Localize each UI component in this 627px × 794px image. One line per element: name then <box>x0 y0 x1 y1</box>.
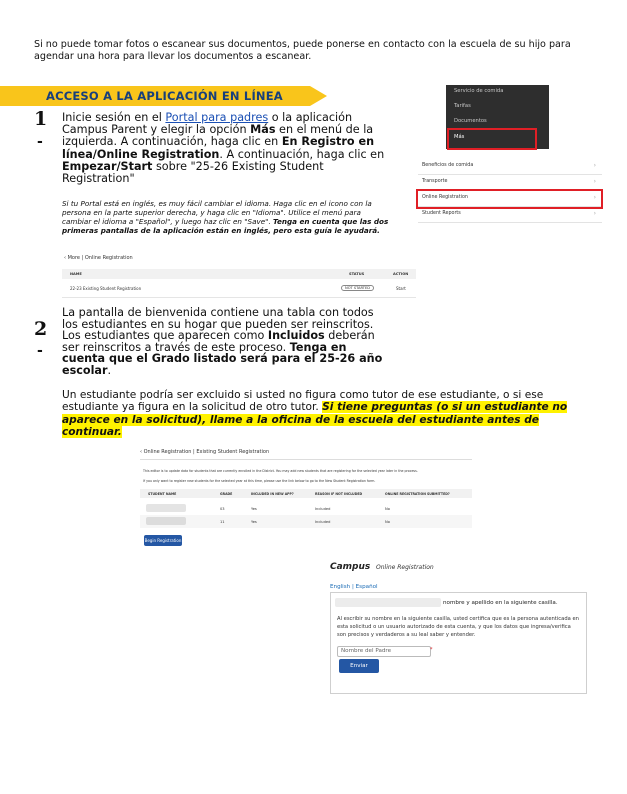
menu-item-meals: Servicio de comida <box>454 88 504 94</box>
banner-title: ACCESO A LA APLICACIÓN EN LÍNEA <box>46 89 283 103</box>
parent-name-input[interactable]: Nombre del Padre <box>337 646 431 657</box>
step-1-text: Inicie sesión en el Portal para padres o la aplicación Campus Parent y elegir la opción Más en el menú de la izquierda. A continuación, haga clic en En Registro en línea/Online Registration. A continuación, haga clic en Empezar/Start sobre "25-26 Existing Student Registration" <box>62 111 385 186</box>
step-1-dash: - <box>37 134 43 150</box>
exclusion-paragraph: Un estudiante podría ser excluido si usted no figura como tutor de ese estudiante, o si ese estudiante ya figura en la solicitud de otro tutor. Si tiene preguntas (o si un estudiante no aparece en la solicitud), llame a la oficina de la escuela del estudiante antes de continuar. <box>62 389 568 439</box>
campus-subtitle: Online Registration <box>376 564 434 571</box>
campus-logo: Campus <box>330 562 371 572</box>
step-1-number: 1 <box>34 108 48 130</box>
menu-item-student-reports: Student Reports › <box>418 207 602 223</box>
menu-item-meal-benefits: Beneficios de comida › <box>418 159 602 175</box>
shot1-row-name: 22-23 Existing Student Registration <box>70 286 142 291</box>
step-2-number: 2 <box>34 318 48 340</box>
signature-box: nombre y apellido en la siguiente casilla. Al escribir su nombre en la siguiente casilla, usted certifica que es la persona autenticada en esta solicitud o un usuario autorizado de esta cuenta, y que los datos que ingresa/verifica son precisos y verdaderos a su leal saber y entender. Nombre del Padre * Enviar <box>330 592 587 694</box>
status-badge: NOT STARTED <box>341 285 374 291</box>
menu-item-documents: Documentos <box>454 118 487 124</box>
highlighted-warning: Si tiene preguntas (o si un estudiante no aparece en la solicitud), llame a la oficina de la escuela del estudiante antes de continuar. <box>62 401 568 439</box>
start-link[interactable]: Start <box>396 286 406 291</box>
step-2-dash: - <box>37 343 43 359</box>
step-2-text: La pantalla de bienvenida contiene una tabla con todos los estudiantes en su hogar que pueden ser reinscritos. Los estudiantes que aparecen como Incluidos deberán ser reinscritos a través de este proceso. Tenga en cuenta que el Grado listado será para el 25-26 año escolar. <box>62 306 383 377</box>
shot2-header: ‹ Online Registration | Existing Student Registration <box>140 449 270 455</box>
begin-registration-button[interactable]: Begin Registration <box>144 535 182 546</box>
menu-item-transport: Transporte › <box>418 175 602 191</box>
highlight-online-registration-box <box>416 189 603 209</box>
menu-item-fees: Tarifas <box>454 103 471 109</box>
existing-student-screenshot: ‹ Online Registration | Existing Student Registration This editor is to update data for students that are currently enrolled in the District. You may add new students that are registering for the selected year later in the process. If you only want to register new students for the selected year at this time, please use the link below to go to the New Student Registration form. STUDENT NAME GRADE INCLUDED IN NEW APP? REASON IF NOT INCLUDED ONLINE REGISTRATION SUBMITTED? 03 Yes Included No 11 Yes Included No Begin Registration <box>140 449 472 554</box>
registration-list-screenshot: ‹ More | Online Registration NAME STATUS ACTION 22-23 Existing Student Registration NOT STARTED Start <box>62 250 416 298</box>
submit-button[interactable]: Enviar <box>339 659 379 673</box>
section-banner <box>0 86 327 106</box>
step-1-note: Si tu Portal está en inglés, es muy fácil cambiar el idioma. Haga clic en el icono con la persona en la parte superior derecha, y haga clic en "Idioma". Utilice el menú para cambiar el idioma a "Español", y luego haz clic en "Save". Tenga en cuenta que las dos primeras pantallas de la aplicación están en inglés, pero esta guía le ayudará. <box>62 199 389 235</box>
menu-item-more: Más <box>454 134 465 140</box>
consent-text: Al escribir su nombre en la siguiente casilla, usted certifica que es la persona autenticada en esta solicitud o un usuario autorizado de esta cuenta, y que los datos que ingresa/verifica son precisos y verdaderos a su leal saber y entender. <box>337 616 579 638</box>
highlight-more-box <box>447 128 537 150</box>
campus-signature-form <box>330 562 587 694</box>
language-links[interactable]: English | Español <box>330 584 378 590</box>
shot1-header: ‹ More | Online Registration <box>64 255 133 261</box>
menu-item-online-registration: Online Registration › <box>418 191 602 207</box>
parent-portal-link[interactable]: Portal para padres <box>165 111 269 124</box>
intro-paragraph: Si no puede tomar fotos o escanear sus documentos, puede ponerse en contacto con la escuela de su hijo para agendar una hora para llevar los documentos a escanear. <box>34 39 571 62</box>
